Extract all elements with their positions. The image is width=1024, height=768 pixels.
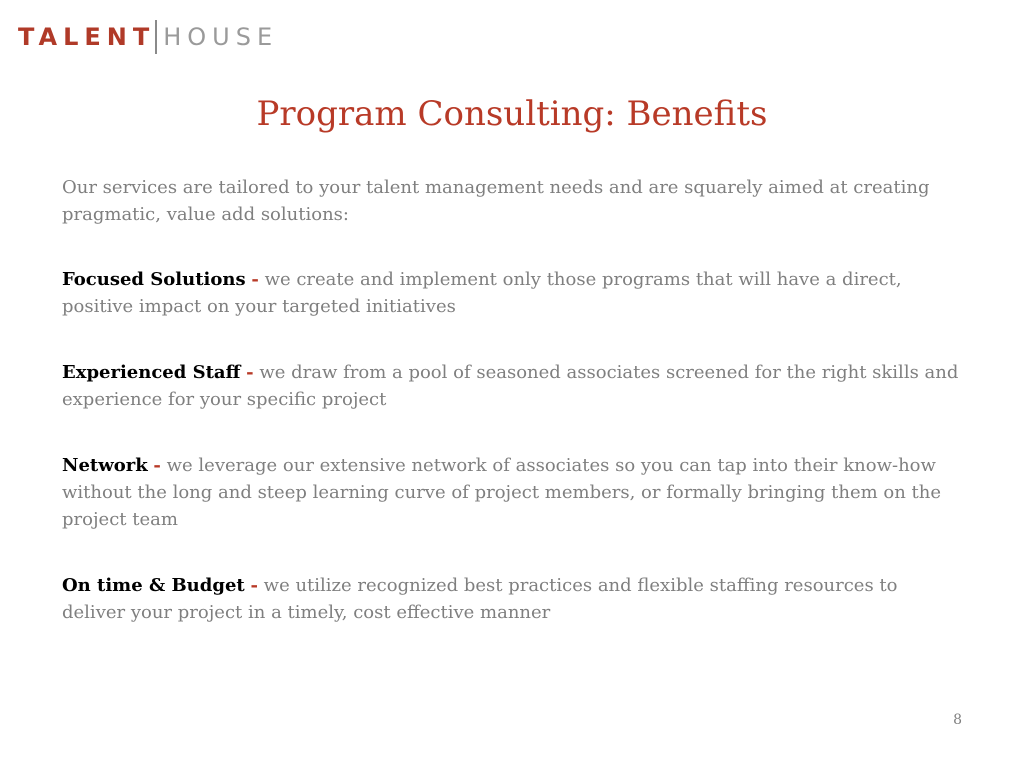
page-number: 8 [953, 712, 962, 728]
benefit-term: Focused Solutions [62, 269, 246, 290]
benefit-term: On time & Budget [62, 575, 245, 596]
intro-paragraph: Our services are tailored to your talent management needs and are squarely aimed at creating pragmatic, value add solutions: [62, 177, 930, 225]
logo-divider [155, 20, 157, 54]
benefit-separator: - [250, 575, 258, 596]
benefit-description: we leverage our extensive network of associates so you can tap into their know-how without the long and steep learning curve of project members, or formally bringing them on the project team [62, 455, 942, 530]
benefit-on-time-budget [62, 572, 962, 626]
benefit-term: Experienced Staff [62, 362, 241, 383]
benefit-separator: - [153, 455, 161, 476]
slide-title: Program Consulting: Benefits [256, 94, 768, 134]
talenthouse-logo [18, 20, 278, 54]
logo-talent-text: TALENT [18, 23, 156, 51]
benefit-focused-solutions [62, 266, 962, 320]
logo-house-text: HOUSE [163, 23, 279, 51]
benefit-description: we draw from a pool of seasoned associates screened for the right skills and experience for your specific project [62, 362, 959, 410]
benefit-experienced-staff [62, 359, 962, 413]
benefit-term: Network [62, 455, 148, 476]
benefit-separator: - [246, 362, 254, 383]
benefit-description: we utilize recognized best practices and flexible staffing resources to deliver your project in a timely, cost effective manner [62, 575, 898, 623]
benefit-network [62, 452, 962, 533]
benefit-separator: - [251, 269, 259, 290]
benefit-description: we create and implement only those programs that will have a direct, positive impact on your targeted initiatives [62, 269, 902, 317]
